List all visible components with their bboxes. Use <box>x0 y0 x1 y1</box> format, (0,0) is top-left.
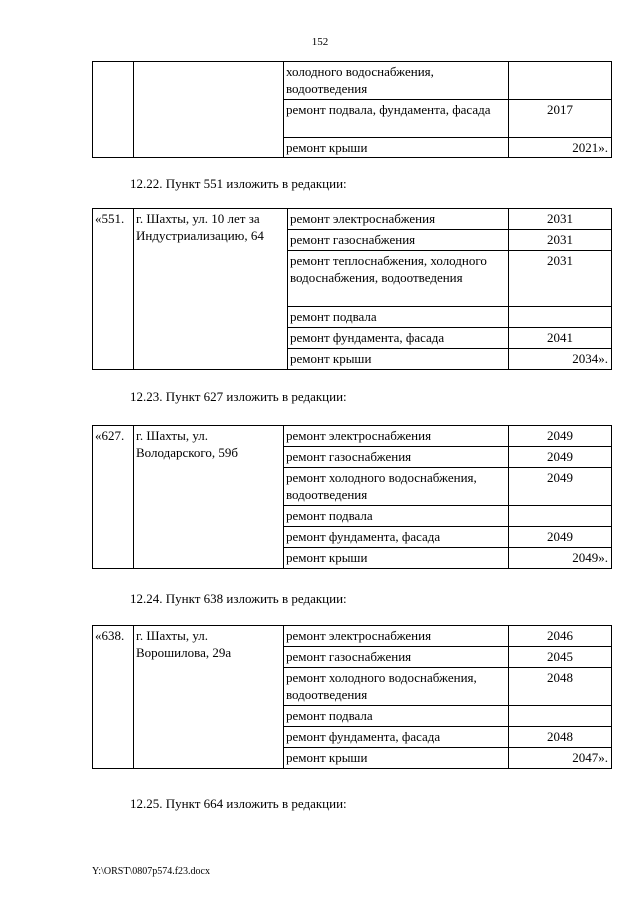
work-cell: ремонт фундамента, фасада <box>288 328 509 349</box>
work-cell: ремонт холодного водоснабжения, водоотведения <box>284 468 509 506</box>
year-cell: 2017 <box>509 100 612 138</box>
section-heading: 12.24. Пункт 638 изложить в редакции: <box>130 591 347 606</box>
address-cell <box>134 62 284 158</box>
year-cell <box>509 62 612 100</box>
year-cell: 2049 <box>509 527 612 548</box>
building-table <box>92 425 612 569</box>
year-cell: 2041 <box>509 328 612 349</box>
table-row <box>93 626 612 647</box>
work-cell: ремонт электроснабжения <box>284 426 509 447</box>
year-cell: 2049». <box>509 548 612 569</box>
year-cell: 2049 <box>509 447 612 468</box>
year-cell: 2048 <box>509 668 612 706</box>
item-number: «627. <box>93 426 134 569</box>
item-number: «551. <box>93 209 134 370</box>
building-table <box>92 625 612 769</box>
work-cell: ремонт холодного водоснабжения, водоотведения <box>284 668 509 706</box>
number-cell <box>93 62 134 158</box>
year-cell: 2049 <box>509 426 612 447</box>
work-cell: ремонт фундамента, фасада <box>284 527 509 548</box>
section-heading: 12.23. Пункт 627 изложить в редакции: <box>130 389 347 404</box>
year-cell: 2049 <box>509 468 612 506</box>
address-cell: г. Шахты, ул. Ворошилова, 29а <box>134 626 284 769</box>
work-cell: ремонт электроснабжения <box>288 209 509 230</box>
work-cell: ремонт электроснабжения <box>284 626 509 647</box>
work-cell: ремонт теплоснабжения, холодного водоснабжения, водоотведения <box>288 251 509 307</box>
year-cell: 2031 <box>509 209 612 230</box>
year-cell: 2031 <box>509 251 612 307</box>
work-cell: ремонт газоснабжения <box>288 230 509 251</box>
address-cell: г. Шахты, ул. 10 лет за Индустриализацию, 64 <box>134 209 288 370</box>
year-cell: 2021». <box>509 138 612 158</box>
section-heading: 12.25. Пункт 664 изложить в редакции: <box>130 796 347 811</box>
table-row <box>93 426 612 447</box>
year-cell: 2046 <box>509 626 612 647</box>
work-cell: холодного водоснабжения, водоотведения <box>284 62 509 100</box>
work-cell: ремонт подвала <box>288 307 509 328</box>
work-cell: ремонт фундамента, фасада <box>284 727 509 748</box>
work-cell: ремонт крыши <box>284 138 509 158</box>
table-row <box>93 62 612 100</box>
work-cell: ремонт газоснабжения <box>284 647 509 668</box>
page-number: 152 <box>311 36 329 48</box>
building-table <box>92 208 612 370</box>
year-cell <box>509 706 612 727</box>
work-cell: ремонт крыши <box>284 748 509 769</box>
work-cell: ремонт крыши <box>288 349 509 370</box>
item-number: «638. <box>93 626 134 769</box>
year-cell: 2031 <box>509 230 612 251</box>
work-cell: ремонт газоснабжения <box>284 447 509 468</box>
file-path-footer: Y:\ORST\0807p574.f23.docx <box>92 866 210 877</box>
table-row <box>93 209 612 230</box>
year-cell: 2045 <box>509 647 612 668</box>
year-cell: 2047». <box>509 748 612 769</box>
work-cell: ремонт крыши <box>284 548 509 569</box>
section-heading: 12.22. Пункт 551 изложить в редакции: <box>130 176 347 191</box>
work-cell: ремонт подвала, фундамента, фасада <box>284 100 509 138</box>
year-cell: 2048 <box>509 727 612 748</box>
work-cell: ремонт подвала <box>284 706 509 727</box>
year-cell <box>509 506 612 527</box>
address-cell: г. Шахты, ул. Володарского, 59б <box>134 426 284 569</box>
year-cell <box>509 307 612 328</box>
work-cell: ремонт подвала <box>284 506 509 527</box>
continuation-table <box>92 61 612 158</box>
year-cell: 2034». <box>509 349 612 370</box>
